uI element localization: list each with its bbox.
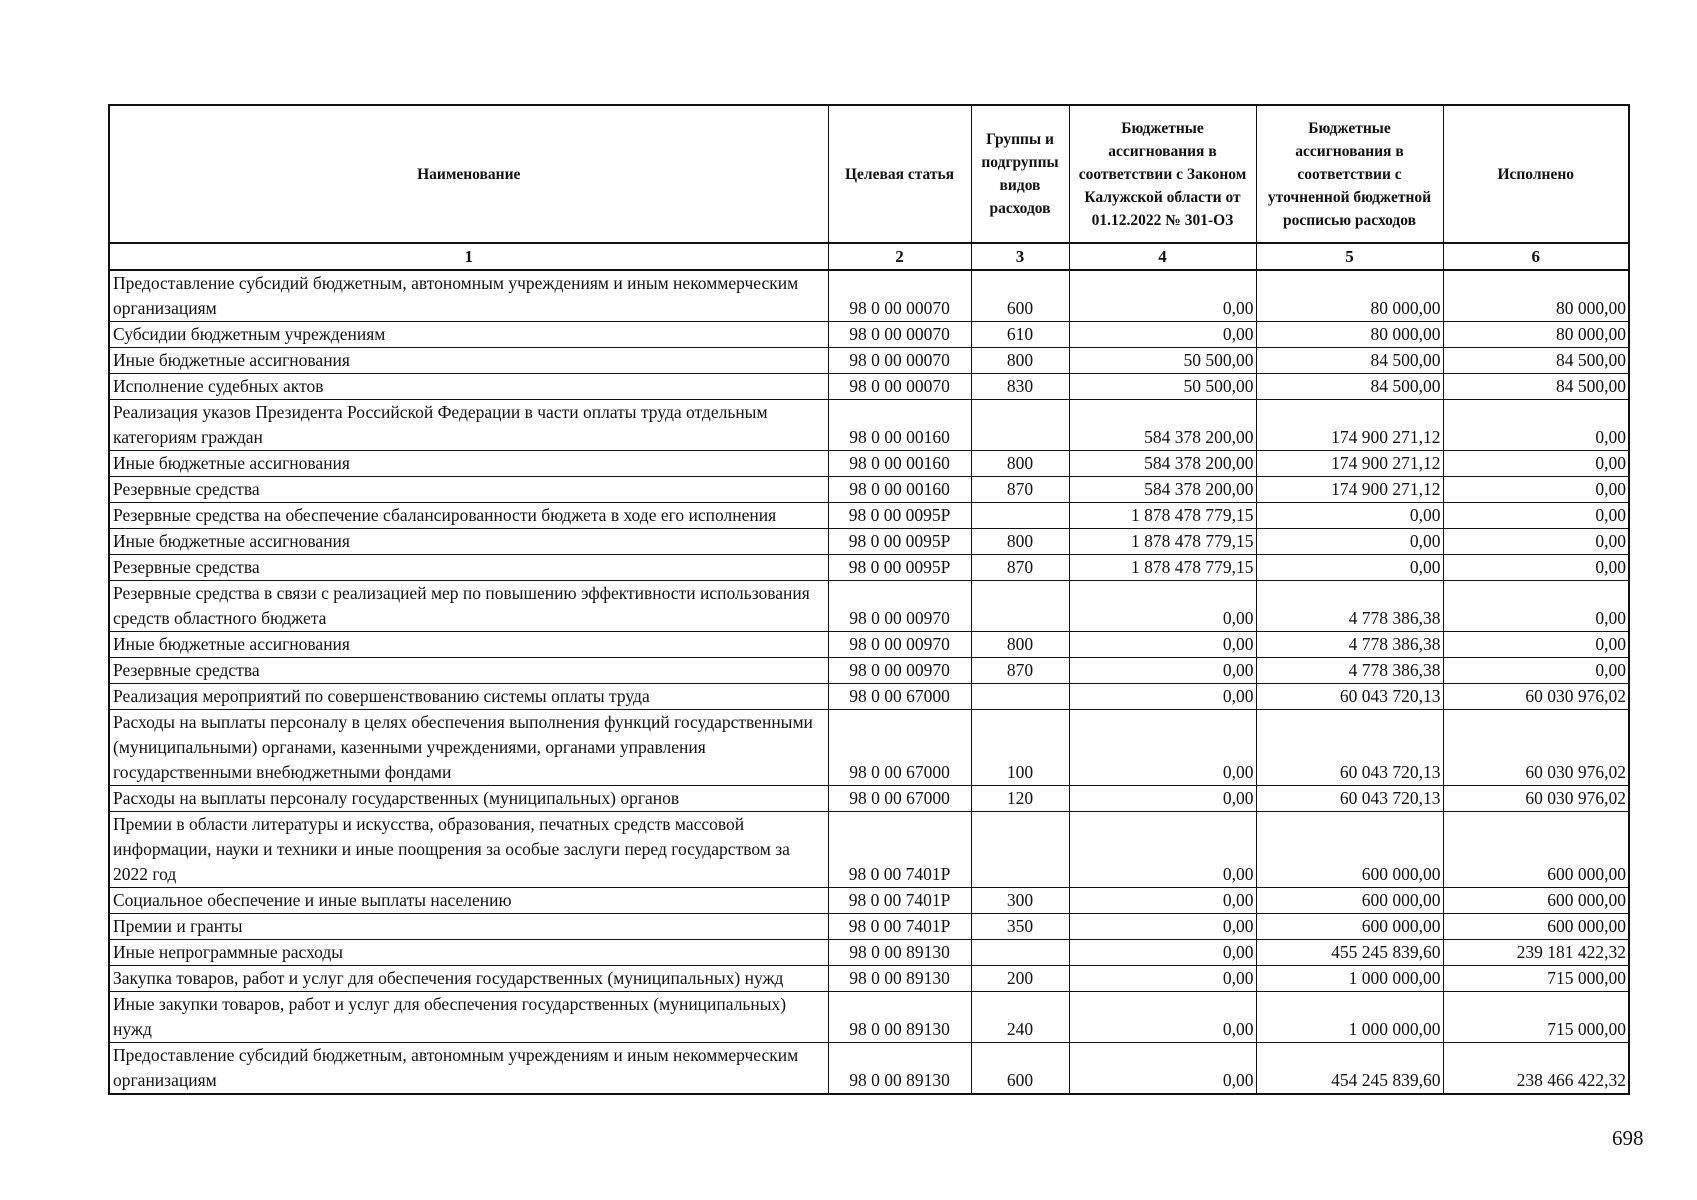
row-executed-amount: 0,00: [1443, 632, 1629, 658]
row-refined-amount: 174 900 271,12: [1256, 400, 1443, 451]
row-name: Социальное обеспечение и иные выплаты населению: [109, 888, 828, 914]
row-refined-amount: 0,00: [1256, 555, 1443, 581]
row-refined-amount: 600 000,00: [1256, 888, 1443, 914]
row-refined-amount: 4 778 386,38: [1256, 581, 1443, 632]
table-row: [109, 966, 1629, 992]
row-executed-amount: 84 500,00: [1443, 348, 1629, 374]
row-refined-amount: 455 245 839,60: [1256, 940, 1443, 966]
row-executed-amount: 715 000,00: [1443, 992, 1629, 1043]
row-target-article: 98 0 00 89130: [828, 992, 971, 1043]
row-executed-amount: 600 000,00: [1443, 812, 1629, 888]
row-name: Резервные средства на обеспечение сбалансированности бюджета в ходе его исполнения: [109, 503, 828, 529]
row-expense-group: 870: [971, 477, 1069, 503]
row-expense-group: 100: [971, 710, 1069, 786]
row-name: Иные бюджетные ассигнования: [109, 529, 828, 555]
row-refined-amount: 1 000 000,00: [1256, 966, 1443, 992]
row-refined-amount: 174 900 271,12: [1256, 477, 1443, 503]
table-row: [109, 503, 1629, 529]
row-refined-amount: 0,00: [1256, 529, 1443, 555]
row-name: Резервные средства: [109, 555, 828, 581]
row-target-article: 98 0 00 89130: [828, 940, 971, 966]
row-target-article: 98 0 00 00970: [828, 632, 971, 658]
row-executed-amount: 80 000,00: [1443, 322, 1629, 348]
table-row: [109, 400, 1629, 451]
row-refined-amount: 80 000,00: [1256, 270, 1443, 322]
row-executed-amount: 60 030 976,02: [1443, 710, 1629, 786]
table-row: [109, 658, 1629, 684]
row-name: Резервные средства: [109, 477, 828, 503]
row-name: Иные непрограммные расходы: [109, 940, 828, 966]
row-executed-amount: 80 000,00: [1443, 270, 1629, 322]
row-name: Резервные средства: [109, 658, 828, 684]
table-body: [109, 270, 1629, 1094]
page-number: 698: [1612, 1126, 1644, 1150]
row-executed-amount: 600 000,00: [1443, 914, 1629, 940]
row-expense-group: [971, 503, 1069, 529]
document-sheet: [108, 104, 1630, 1095]
row-law-amount: 1 878 478 779,15: [1069, 529, 1256, 555]
column-number: 5: [1256, 243, 1443, 270]
row-law-amount: 1 878 478 779,15: [1069, 503, 1256, 529]
row-executed-amount: 0,00: [1443, 451, 1629, 477]
row-expense-group: 240: [971, 992, 1069, 1043]
header-refined-appropriations: Бюджетные ассигнования в соответствии с уточненной бюджетной росписью расходов: [1256, 105, 1443, 243]
row-law-amount: 0,00: [1069, 684, 1256, 710]
row-target-article: 98 0 00 7401Р: [828, 914, 971, 940]
row-expense-group: 800: [971, 451, 1069, 477]
row-law-amount: 50 500,00: [1069, 374, 1256, 400]
column-number-row: [109, 243, 1629, 270]
row-expense-group: 350: [971, 914, 1069, 940]
header-target-article: Целевая статья: [828, 105, 971, 243]
table-row: [109, 374, 1629, 400]
row-refined-amount: 84 500,00: [1256, 348, 1443, 374]
table-row: [109, 632, 1629, 658]
row-law-amount: 0,00: [1069, 992, 1256, 1043]
row-law-amount: 0,00: [1069, 966, 1256, 992]
row-law-amount: 0,00: [1069, 581, 1256, 632]
row-target-article: 98 0 00 00070: [828, 322, 971, 348]
header-name: Наименование: [109, 105, 828, 243]
row-target-article: 98 0 00 00070: [828, 348, 971, 374]
row-executed-amount: 715 000,00: [1443, 966, 1629, 992]
row-refined-amount: 600 000,00: [1256, 812, 1443, 888]
column-number: 4: [1069, 243, 1256, 270]
row-name: Резервные средства в связи с реализацией мер по повышению эффективности использования средств областного бюджета: [109, 581, 828, 632]
row-target-article: 98 0 00 7401Р: [828, 888, 971, 914]
row-law-amount: 0,00: [1069, 710, 1256, 786]
row-name: Реализация указов Президента Российской Федерации в части оплаты труда отдельным категориям граждан: [109, 400, 828, 451]
row-name: Иные закупки товаров, работ и услуг для обеспечения государственных (муниципальных) нужд: [109, 992, 828, 1043]
row-expense-group: 610: [971, 322, 1069, 348]
row-refined-amount: 60 043 720,13: [1256, 786, 1443, 812]
row-refined-amount: 4 778 386,38: [1256, 632, 1443, 658]
column-number: 3: [971, 243, 1069, 270]
row-executed-amount: 239 181 422,32: [1443, 940, 1629, 966]
row-executed-amount: 600 000,00: [1443, 888, 1629, 914]
row-refined-amount: 454 245 839,60: [1256, 1043, 1443, 1095]
row-expense-group: 870: [971, 555, 1069, 581]
table-row: [109, 555, 1629, 581]
row-name: Иные бюджетные ассигнования: [109, 348, 828, 374]
row-target-article: 98 0 00 00070: [828, 270, 971, 322]
row-expense-group: 800: [971, 529, 1069, 555]
row-executed-amount: 60 030 976,02: [1443, 786, 1629, 812]
row-refined-amount: 174 900 271,12: [1256, 451, 1443, 477]
row-law-amount: 0,00: [1069, 888, 1256, 914]
row-executed-amount: 60 030 976,02: [1443, 684, 1629, 710]
row-expense-group: [971, 940, 1069, 966]
row-target-article: 98 0 00 00970: [828, 658, 971, 684]
row-law-amount: 0,00: [1069, 322, 1256, 348]
row-target-article: 98 0 00 00160: [828, 477, 971, 503]
row-executed-amount: 238 466 422,32: [1443, 1043, 1629, 1095]
row-name: Предоставление субсидий бюджетным, автономным учреждениям и иным некоммерческим организациям: [109, 1043, 828, 1095]
table-row: [109, 270, 1629, 322]
row-target-article: 98 0 00 0095Р: [828, 529, 971, 555]
row-expense-group: 600: [971, 1043, 1069, 1095]
table-row: [109, 812, 1629, 888]
row-refined-amount: 4 778 386,38: [1256, 658, 1443, 684]
row-name: Реализация мероприятий по совершенствованию системы оплаты труда: [109, 684, 828, 710]
row-law-amount: 0,00: [1069, 1043, 1256, 1095]
row-name: Премии и гранты: [109, 914, 828, 940]
row-target-article: 98 0 00 0095Р: [828, 503, 971, 529]
row-law-amount: 0,00: [1069, 270, 1256, 322]
table-row: [109, 888, 1629, 914]
table-row: [109, 529, 1629, 555]
table-row: [109, 992, 1629, 1043]
row-expense-group: 600: [971, 270, 1069, 322]
row-expense-group: 830: [971, 374, 1069, 400]
row-refined-amount: 0,00: [1256, 503, 1443, 529]
row-target-article: 98 0 00 89130: [828, 966, 971, 992]
row-expense-group: [971, 581, 1069, 632]
column-number: 2: [828, 243, 971, 270]
column-number: 6: [1443, 243, 1629, 270]
row-executed-amount: 0,00: [1443, 555, 1629, 581]
row-expense-group: 300: [971, 888, 1069, 914]
row-name: Субсидии бюджетным учреждениям: [109, 322, 828, 348]
table-header-row: [109, 105, 1629, 243]
row-refined-amount: 84 500,00: [1256, 374, 1443, 400]
header-expense-groups: Группы и подгруппы видов расходов: [971, 105, 1069, 243]
row-expense-group: 120: [971, 786, 1069, 812]
row-name: Расходы на выплаты персоналу государственных (муниципальных) органов: [109, 786, 828, 812]
row-name: Закупка товаров, работ и услуг для обеспечения государственных (муниципальных) нужд: [109, 966, 828, 992]
row-name: Исполнение судебных актов: [109, 374, 828, 400]
row-refined-amount: 60 043 720,13: [1256, 684, 1443, 710]
row-law-amount: 0,00: [1069, 914, 1256, 940]
row-target-article: 98 0 00 67000: [828, 710, 971, 786]
row-executed-amount: 84 500,00: [1443, 374, 1629, 400]
table-row: [109, 940, 1629, 966]
row-target-article: 98 0 00 67000: [828, 684, 971, 710]
table-row: [109, 786, 1629, 812]
row-target-article: 98 0 00 00970: [828, 581, 971, 632]
row-law-amount: 584 378 200,00: [1069, 400, 1256, 451]
row-target-article: 98 0 00 7401Р: [828, 812, 971, 888]
row-expense-group: 200: [971, 966, 1069, 992]
row-refined-amount: 1 000 000,00: [1256, 992, 1443, 1043]
header-law-appropriations: Бюджетные ассигнования в соответствии с Законом Калужской области от 01.12.2022 № 301-ОЗ: [1069, 105, 1256, 243]
row-name: Иные бюджетные ассигнования: [109, 451, 828, 477]
row-target-article: 98 0 00 00160: [828, 400, 971, 451]
row-expense-group: 800: [971, 348, 1069, 374]
row-refined-amount: 80 000,00: [1256, 322, 1443, 348]
column-number: 1: [109, 243, 828, 270]
row-expense-group: 800: [971, 632, 1069, 658]
table-row: [109, 477, 1629, 503]
row-law-amount: 0,00: [1069, 786, 1256, 812]
row-law-amount: 50 500,00: [1069, 348, 1256, 374]
row-law-amount: 584 378 200,00: [1069, 477, 1256, 503]
row-name: Предоставление субсидий бюджетным, автономным учреждениям и иным некоммерческим организациям: [109, 270, 828, 322]
row-target-article: 98 0 00 00070: [828, 374, 971, 400]
row-refined-amount: 60 043 720,13: [1256, 710, 1443, 786]
row-law-amount: 0,00: [1069, 658, 1256, 684]
table-row: [109, 914, 1629, 940]
row-target-article: 98 0 00 00160: [828, 451, 971, 477]
row-expense-group: [971, 400, 1069, 451]
row-target-article: 98 0 00 0095Р: [828, 555, 971, 581]
row-executed-amount: 0,00: [1443, 503, 1629, 529]
table-row: [109, 451, 1629, 477]
row-target-article: 98 0 00 67000: [828, 786, 971, 812]
row-expense-group: [971, 684, 1069, 710]
row-law-amount: 0,00: [1069, 632, 1256, 658]
row-executed-amount: 0,00: [1443, 581, 1629, 632]
row-expense-group: [971, 812, 1069, 888]
row-executed-amount: 0,00: [1443, 477, 1629, 503]
row-target-article: 98 0 00 89130: [828, 1043, 971, 1095]
row-executed-amount: 0,00: [1443, 400, 1629, 451]
row-name: Иные бюджетные ассигнования: [109, 632, 828, 658]
table-row: [109, 710, 1629, 786]
row-refined-amount: 600 000,00: [1256, 914, 1443, 940]
row-executed-amount: 0,00: [1443, 658, 1629, 684]
row-law-amount: 584 378 200,00: [1069, 451, 1256, 477]
budget-table: [108, 104, 1630, 1095]
table-row: [109, 581, 1629, 632]
row-name: Расходы на выплаты персоналу в целях обеспечения выполнения функций государственными (муниципальными) органами, казенными учреждениями, органами управления государственными внебюджетными фондами: [109, 710, 828, 786]
row-expense-group: 870: [971, 658, 1069, 684]
table-row: [109, 684, 1629, 710]
table-row: [109, 1043, 1629, 1095]
table-row: [109, 322, 1629, 348]
row-name: Премии в области литературы и искусства, образования, печатных средств массовой информации, науки и техники и иные поощрения за особые заслуги перед государством за 2022 год: [109, 812, 828, 888]
row-law-amount: 0,00: [1069, 812, 1256, 888]
row-executed-amount: 0,00: [1443, 529, 1629, 555]
header-executed: Исполнено: [1443, 105, 1629, 243]
row-law-amount: 1 878 478 779,15: [1069, 555, 1256, 581]
row-law-amount: 0,00: [1069, 940, 1256, 966]
table-row: [109, 348, 1629, 374]
